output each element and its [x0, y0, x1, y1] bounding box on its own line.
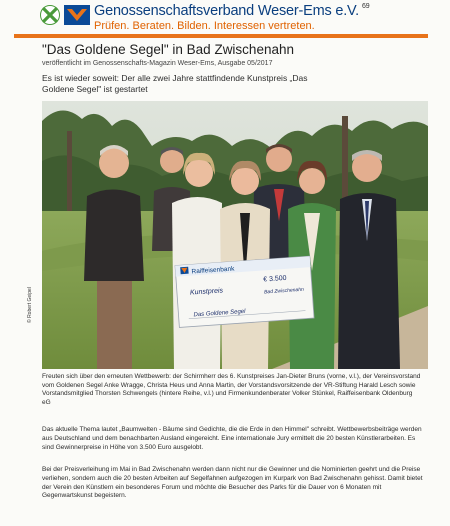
- cheque-recipient: Kunstpreis: [189, 287, 224, 297]
- volksbank-raiffeisenbank-logo-icon: [64, 5, 90, 25]
- group-photo: [42, 101, 428, 369]
- organization-name: Genossenschaftsverband Weser-Ems e.V. $^{69}$: [94, 3, 370, 19]
- cheque-board: [175, 256, 314, 327]
- cheque-bank-name: Raiffeisenbank: [191, 265, 235, 276]
- page-number: 69: [362, 3, 370, 10]
- photo-illustration: [42, 101, 428, 369]
- photo-credit: © Robert Geipel: [27, 287, 33, 323]
- article-paragraph: Das aktuelle Thema lautet „Baumwelten - Bäume sind Gedichte, die die Erde in den Himmel" schreibt. Wettbewerbsbeiträge werden aus Deutschland und dem benachbarten Ausland eingereicht. Eine internationale Jury ermittelt die 20 besten Künstlerarbeiten. Es sind Gewinnerpreise in Höhe von 3.500 Euro ausgelobt.: [42, 426, 422, 451]
- article-title: "Das Goldene Segel" in Bad Zwischenahn: [42, 42, 294, 57]
- article-paragraph: Bei der Preisverleihung im Mai in Bad Zwischenahn werden dann nicht nur die Gewinner und die Nominierten geehrt und die Preise verliehen, sondern auch die 20 besten Arbeiten auf Segelfahnen aufgezogen im Kurpark von Bad Zwischenahn gehisst. Damit bietet der Verein den Künstlern ein besonderes Forum und möchte die Besucher des Parks für die Dauer von 6 Monaten mit Gegenwartskunst begeistern.: [42, 466, 423, 500]
- cheque-place: Bad Zwischenahn: [263, 286, 305, 296]
- organization-tagline: Prüfen. Beraten. Bilden. Interessen vertreten.: [94, 20, 315, 32]
- cheque-line: Das Goldene Segel: [193, 308, 246, 319]
- photo-caption: Freuten sich über den erneuten Wettbewerb: der Schirmherr des 6. Kunstpreises Jan-Dieter Bruns (vorne, v.l.), der Vereinsvorstand vom Goldenen Segel Anke Wragge, Christa Heus und Anna Martin, der Vorstandsvorsitzende der VR-Stiftung Harald Lesch sowie Vorstandsmitglied Thorsten Schwengels (hintere Reihe, v.l.) und Firmenkundenberater Volker Stünkel, Raiffeisenbank Oldenburg eG: [42, 373, 421, 406]
- article-subtitle: Es ist wieder soweit: Der alle zwei Jahre stattfindende Kunstpreis „Das Goldene Segel" ist gestartet: [42, 73, 308, 94]
- genossenschaft-x-logo-icon: [40, 5, 60, 25]
- page-header: [40, 3, 440, 33]
- header-divider: [14, 34, 428, 38]
- cheque-amount: € 3.500: [263, 274, 287, 284]
- publication-info: veröffentlicht im Genossenschafts-Magazin Weser-Ems, Ausgabe 05/2017: [42, 60, 273, 67]
